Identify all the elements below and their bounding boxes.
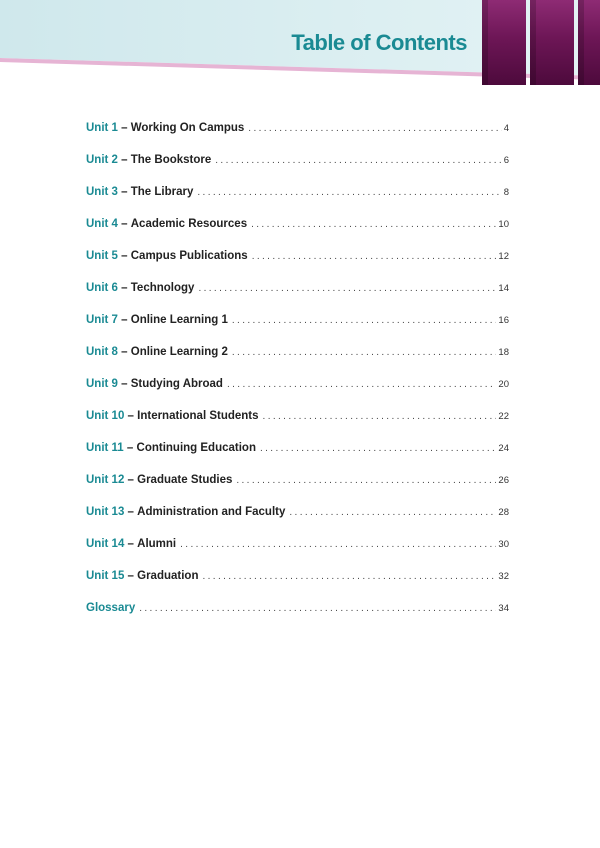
toc-leader-dots [289, 507, 496, 518]
toc-separator: – [117, 314, 131, 326]
toc-unit-label: Unit 10 [86, 410, 125, 422]
toc-separator: – [124, 506, 138, 518]
toc-unit-label: Unit 6 [86, 282, 118, 294]
toc-entry[interactable] [86, 538, 509, 570]
toc-separator: – [117, 218, 131, 230]
toc-entry[interactable] [86, 154, 509, 186]
table-of-contents [86, 122, 509, 634]
toc-entry[interactable] [86, 122, 509, 154]
toc-entry[interactable] [86, 282, 509, 314]
toc-page-number: 34 [498, 603, 509, 614]
toc-page-number: 4 [503, 123, 509, 134]
toc-separator: – [117, 186, 131, 198]
toc-title: Online Learning 1 [130, 314, 228, 326]
toc-separator: – [117, 154, 131, 166]
toc-title: Graduation [137, 570, 199, 582]
toc-entry[interactable] [86, 250, 509, 282]
toc-title: Administration and Faculty [137, 506, 286, 518]
toc-leader-dots [260, 443, 496, 454]
toc-entry[interactable] [86, 506, 509, 538]
toc-separator: – [117, 122, 131, 134]
toc-separator: – [117, 378, 131, 390]
decorative-tab [482, 0, 526, 85]
toc-leader-dots [232, 315, 497, 326]
toc-title: Working On Campus [130, 122, 245, 134]
toc-page-number: 22 [498, 411, 509, 422]
toc-leader-dots [198, 283, 496, 294]
toc-unit-label: Unit 7 [86, 314, 118, 326]
toc-separator: – [117, 282, 131, 294]
toc-unit-label: Glossary [86, 602, 136, 614]
toc-entry[interactable] [86, 378, 509, 410]
toc-separator: – [124, 570, 138, 582]
toc-unit-label: Unit 8 [86, 346, 118, 358]
toc-leader-dots [251, 219, 496, 230]
toc-entry[interactable] [86, 442, 509, 474]
toc-page-number: 8 [503, 187, 509, 198]
toc-separator: – [117, 346, 131, 358]
toc-title: Studying Abroad [130, 378, 223, 390]
toc-leader-dots [215, 155, 501, 166]
decorative-tabs [482, 0, 600, 85]
toc-leader-dots [248, 123, 501, 134]
toc-page-number: 6 [503, 155, 509, 166]
toc-unit-label: Unit 12 [86, 474, 125, 486]
toc-separator: – [117, 250, 131, 262]
decorative-tab [578, 0, 600, 85]
toc-entry[interactable] [86, 218, 509, 250]
toc-title: The Bookstore [130, 154, 212, 166]
toc-separator: – [124, 474, 138, 486]
toc-title: Technology [130, 282, 195, 294]
page-title: Table of Contents [291, 30, 467, 55]
toc-page-number: 12 [498, 251, 509, 262]
toc-leader-dots [236, 475, 496, 486]
toc-entry[interactable] [86, 410, 509, 442]
toc-unit-label: Unit 3 [86, 186, 118, 198]
toc-unit-label: Unit 9 [86, 378, 118, 390]
toc-leader-dots [252, 251, 497, 262]
toc-leader-dots [139, 603, 496, 614]
toc-page-number: 28 [498, 507, 509, 518]
toc-leader-dots [180, 539, 496, 550]
toc-unit-label: Unit 5 [86, 250, 118, 262]
toc-page-number: 10 [498, 219, 509, 230]
toc-leader-dots [263, 411, 497, 422]
toc-title: Continuing Education [136, 442, 256, 454]
toc-separator: – [124, 538, 138, 550]
toc-page-number: 20 [498, 379, 509, 390]
toc-page-number: 16 [498, 315, 509, 326]
toc-page-number: 30 [498, 539, 509, 550]
toc-title: The Library [130, 186, 194, 198]
toc-unit-label: Unit 1 [86, 122, 118, 134]
toc-unit-label: Unit 13 [86, 506, 125, 518]
toc-unit-label: Unit 15 [86, 570, 125, 582]
toc-page-number: 24 [498, 443, 509, 454]
toc-title: Graduate Studies [137, 474, 233, 486]
toc-entry[interactable] [86, 570, 509, 602]
toc-title: International Students [137, 410, 259, 422]
toc-separator: – [123, 442, 137, 454]
toc-title: Alumni [137, 538, 177, 550]
toc-leader-dots [232, 347, 497, 358]
toc-entry[interactable] [86, 186, 509, 218]
toc-unit-label: Unit 2 [86, 154, 118, 166]
toc-unit-label: Unit 14 [86, 538, 125, 550]
toc-entry[interactable] [86, 346, 509, 378]
toc-separator: – [124, 410, 138, 422]
toc-entry[interactable] [86, 602, 509, 634]
decorative-tab [530, 0, 574, 85]
toc-title: Online Learning 2 [130, 346, 228, 358]
toc-entry[interactable] [86, 314, 509, 346]
toc-unit-label: Unit 4 [86, 218, 118, 230]
toc-page-number: 32 [498, 571, 509, 582]
toc-entry[interactable] [86, 474, 509, 506]
toc-leader-dots [202, 571, 496, 582]
toc-leader-dots [227, 379, 496, 390]
toc-title: Campus Publications [130, 250, 248, 262]
toc-page-number: 18 [498, 347, 509, 358]
toc-unit-label: Unit 11 [86, 442, 124, 454]
toc-page-number: 14 [498, 283, 509, 294]
toc-leader-dots [197, 187, 501, 198]
toc-title: Academic Resources [130, 218, 248, 230]
toc-page-number: 26 [498, 475, 509, 486]
